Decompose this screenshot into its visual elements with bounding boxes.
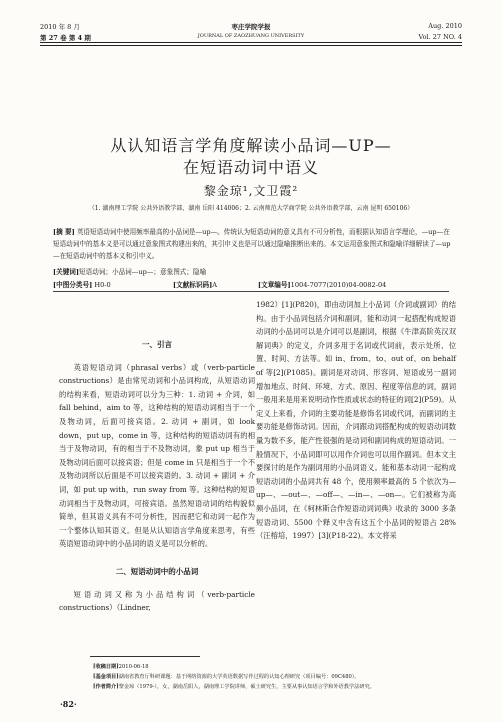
doc-code [173,279,217,289]
abstract [53,226,453,262]
footnote-rule [90,656,200,657]
received-label: [收稿日期] [93,664,119,670]
section-heading-particles: 二、短语动词中的小品词 [115,566,199,576]
fund-label: [基金项目] [93,674,119,680]
body-column-right [256,298,456,543]
keywords-label: [关键词] [53,268,80,276]
received-value: 2010-06-18 [118,664,149,670]
footnote-received [93,662,375,672]
header-rule [40,42,462,43]
page-number: ·82· [60,699,77,709]
keywords-text: 短语动词；小品词—up—；意象图式；隐喻 [79,268,207,276]
journal-name-en: JOURNAL OF ZAOZHUANG UNIVERSITY [197,33,305,39]
footnote-fund [93,672,375,682]
header-date-en: Aug. 2010 [428,22,462,30]
clc [53,279,111,289]
keywords [53,266,206,276]
abstract-label: [摘 要] [53,228,75,236]
header-rule-thin [40,45,462,46]
abstract-text: 英语短语动词中使用频率最高的小品词是—up—。传统认为短语动词的意义具有不可分析性，而根据认知语言学理论，—up—在短语动词中的基本义是可以通过意象图式构建出来的，其引申义也是可以通过隐喻推断出来的。本文运用意象图式和隐喻详细解读了—up—在短语动词中的基本义和引申义。 [53,228,451,260]
paragraph: 1982）[1](P820)，即由动词加上小品词（介词或副词）的结构。由于小品词包括介词和副词，能和动词一起搭配构成短语动词的小品词可以是介词可以是副词，根据《牛津高阶英汉双解词典》的定义，介词多用于名词或代词前，表示处所、位置、时间、方法等。如 in、from、to、out of、on behalf of 等[2](P1085)。副词是对动词、形容词、短语或另一副词增加地点、时间、环境、方式、原因、程度等信息的词，副词一般用来是用来说明动作性质或状态的特征的词[2](P59)。从定义上来看，介词的主要功能是修饰名词或代词，而副词的主要功能是修饰动词。因而，介词跟动词搭配构成的短语动词数量为数不多，能产性很强的是动词和副词构成的短语动词。一般情况下，小品词即可以用作介词也可以用作副词。但本文主要探讨的是作为副词用的小品词语义。能和基本动词一起构成短语动词的小品词共有 48 个，使用频率最高的 5 个依次为—up—、—out—、—off—、—in—、—on—。它们被称为高频小品词，在《柯林斯合作短语动词词典》收录的 3000 多条短语动词、5500 个释义中含有这五个小品词的短语占 28%（汪榕培，1997）[3](P18-22)。本文将采 [256,300,456,541]
article-subtitle: 在短语动词中语义 [182,158,319,177]
header-volume-en: Vol. 27 NO. 4 [418,33,462,41]
clc-value: H0-0 [94,281,111,289]
doc-code-label: [文献标识码] [173,281,213,289]
author-label: [作者简介] [93,684,119,690]
doc-code-value: A [212,281,217,289]
article-title: 从认知语言学角度解读小品词—UP— [110,136,392,155]
article-no-label: [文章编号] [258,281,291,289]
paragraph: 英语短语动词（phrasal verbs）或（verb-particle constructions）是由常见动词和小品词构成，从短语动词的结构来看，短语动词可以分为三种：1. 动词 + 介词，如 fall behind，aim to 等，这种结构的短语动词相当于一个及物动词，后面可接宾语。2. 动词 + 副词，如 look down，put up，come in 等，这种结构的短语动词有的相当于及物动词，有的相当于不及物动词，象 put up 相当于及物动词后面可以接宾语；但是 come in 只是相当于一个不及物动词所以后面是不可以接宾语的。3. 动词 + 副词 + 介词，如 put up with，run sway from 等。这种结构的短语动词相当于及物动词，可接宾语。虽然短语动词的结构貌似简单，但其语义具有不可分析性，因而把它和动词一起作为一个整体认知其语义。但是从认知语言学角度来思考，有些英语短语动词中的小品词的语义是可以分析的。 [59,362,255,549]
paragraph: 短语动词又称为小品结构词（verb-particle constructions）（Lindner, [59,589,255,613]
footnote-author [93,682,375,692]
clc-label: [中图分类号] [53,281,93,289]
body-column-left [59,300,255,615]
article-authors: 黎金琼¹,文卫霞² [203,184,299,198]
header-volume: 第 27 卷 第 4 期 [40,34,91,42]
running-header [40,22,462,52]
abstract-rule [53,291,449,292]
footnote [93,662,375,692]
author-affiliation: （1. 湖南理工学院 公共外语教学部，湖南 岳阳 414006；2. 云南师范大学商学院 公共外语教学部，云南 昆明 650106） [88,205,414,212]
journal-name-cn: 枣庄学院学报 [231,23,271,31]
article-number [258,279,386,289]
section-heading-intro: 一、引言 [142,340,172,349]
article-no-value: 1004-7077(2010)04-0082-04 [290,281,387,289]
fund-value: 湖南省教育厅科研课题：基于网络资源的大学英语数据写作过程的认知心理研究（项目编号：09C480）。 [118,674,360,680]
header-date: 2010 年 8 月 [40,23,80,31]
author-value: 黎金琼（1979-），女，湖南岳阳人，湖南理工学院讲师，硕士研究生，主要从事认知语言学和外语教学法研究。 [118,684,375,690]
